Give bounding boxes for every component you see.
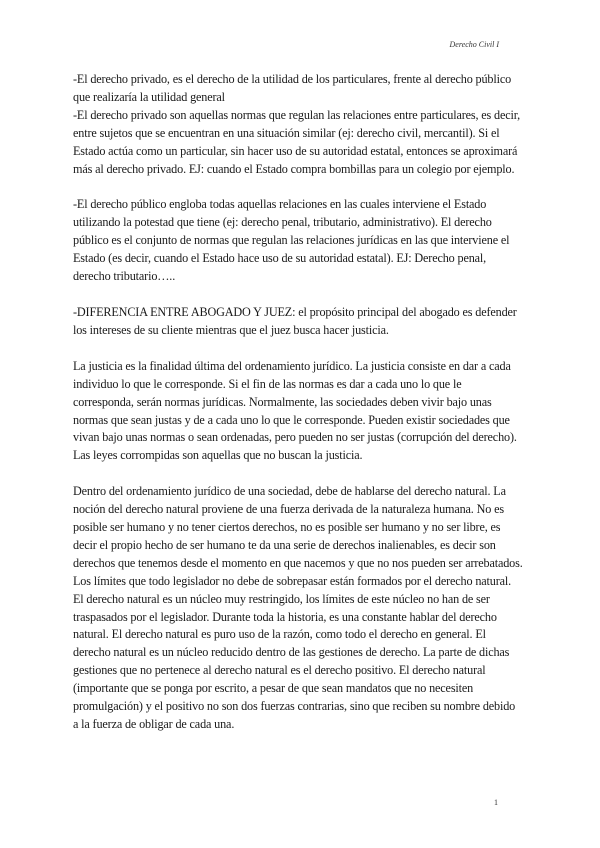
paragraph-private-law-detail: -El derecho privado son aquellas normas que regulan las relaciones entre particulares, es decir, entre sujetos que se encuentran en una situación similar (ej: derecho civil, mercantil). Si el Estado actúa como un particular, sin hacer uso de su autoridad estatal, entonces se aproximará más al derecho privado. EJ: cuando el Estado compra bombillas para un colegio por ejemplo.: [73, 107, 521, 176]
paragraph-spacer: [73, 465, 523, 483]
paragraph-lawyer-vs-judge: -DIFERENCIA ENTRE ABOGADO Y JUEZ: el propósito principal del abogado es defender los intereses de su cliente mientras que el juez busca hacer justicia.: [73, 304, 517, 337]
paragraph-spacer: [73, 286, 523, 304]
paragraph-private-law-definition: -El derecho privado, es el derecho de la utilidad de los particulares, frente al derecho público que realizaría la utilidad general: [73, 72, 512, 104]
paragraph-public-law: -El derecho público engloba todas aquellas relaciones en las cuales interviene el Estado utilizando la potestad que tiene (ej: derecho penal, tributario, administrativo). El derecho público es el conjunto de normas que regulan las relaciones jurídicas en las que interviene el Estado (es decir, cuando el Estado hace uso de su autoridad estatal). EJ: Derecho penal, derecho tributario…..: [73, 197, 510, 284]
document-body: [73, 71, 523, 734]
page-number: 1: [494, 798, 498, 807]
paragraph-spacer: [73, 340, 523, 358]
running-header: Derecho Civil I: [449, 40, 499, 49]
paragraph-spacer: [73, 178, 523, 196]
paragraph-justice: La justicia es la finalidad última del ordenamiento jurídico. La justicia consiste en dar a cada individuo lo que le corresponde. Si el fin de las normas es dar a cada uno lo que le corresponda, serán normas jurídicas. Normalmente, las sociedades deben vivir bajo unas normas que sean justas y de a cada uno lo que le corresponde. Pueden existir sociedades que vivan bajo unas normas o sean ordenadas, pero pueden no ser justas (corrupción del derecho). Las leyes corrompidas son aquellas que no buscan la justicia.: [73, 358, 517, 463]
paragraph-natural-law: Dentro del ordenamiento jurídico de una sociedad, debe de hablarse del derecho natural. La noción del derecho natural proviene de una fuerza derivada de la naturaleza humana. No es posible ser humano y no tener ciertos derechos, no es posible ser humano y no ser libre, es decir el propio hecho de ser humano te da una serie de derechos inalienables, es decir son derechos que tenemos desde el momento en que nacemos y que no nos pueden ser arrebatados. Los límites que todo legislador no debe de sobrepasar están formados por el derecho natural. El derecho natural es un núcleo muy restringido, los límites de este núcleo no han de ser traspasados por el legislador. Durante toda la historia, es una constante hablar del derecho natural. El derecho natural es puro uso de la razón, como todo el derecho en general. El derecho natural es un núcleo reducido dentro de las gestiones de derecho. La parte de dichas gestiones que no pertenece al derecho natural es el derecho positivo. El derecho natural (importante que se ponga por escrito, a pesar de que sean mandatos que no necesiten promulgación) y el positivo no son dos fuerzas contrarias, sino que reciben su nombre debido a la fuerza de obligar de cada una.: [73, 484, 523, 731]
